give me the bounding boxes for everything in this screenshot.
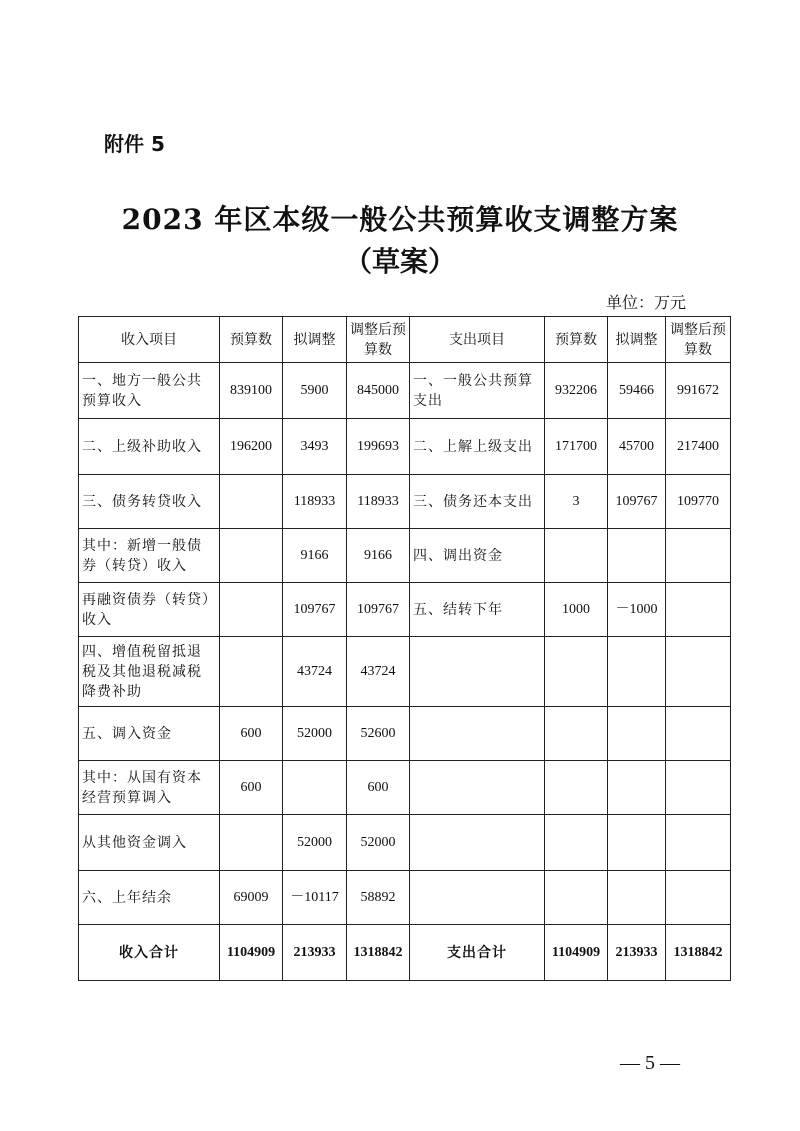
expense-adjust-cell: 59466 [608, 363, 666, 419]
column-header: 调整后预算数 [347, 317, 410, 363]
income-adjusted-cell: 52600 [347, 707, 410, 761]
income-adjusted-cell: 600 [347, 761, 410, 815]
expense-item-cell [410, 871, 545, 925]
income-adjust-cell: 213933 [283, 925, 347, 981]
income-item-cell: 其中：新增一般债券（转贷）收入 [79, 529, 220, 583]
expense-adjusted-cell [666, 707, 731, 761]
income-adjusted-cell: 43724 [347, 637, 410, 707]
expense-budget-cell [545, 761, 608, 815]
income-item-cell: 收入合计 [79, 925, 220, 981]
income-adjust-cell [283, 761, 347, 815]
income-adjusted-cell: 1318842 [347, 925, 410, 981]
column-header: 支出项目 [410, 317, 545, 363]
income-budget-cell: 196200 [220, 419, 283, 475]
expense-adjusted-cell [666, 637, 731, 707]
table-row [79, 637, 731, 707]
table-row [79, 761, 731, 815]
expense-adjusted-cell [666, 529, 731, 583]
expense-budget-cell [545, 529, 608, 583]
expense-adjust-cell [608, 529, 666, 583]
expense-item-cell: 支出合计 [410, 925, 545, 981]
expense-budget-cell: 932206 [545, 363, 608, 419]
income-adjusted-cell: 58892 [347, 871, 410, 925]
expense-item-cell [410, 707, 545, 761]
page-number: — 5 — [620, 1052, 680, 1074]
income-item-cell: 一、地方一般公共预算收入 [79, 363, 220, 419]
income-adjusted-cell: 118933 [347, 475, 410, 529]
income-adjust-cell: 109767 [283, 583, 347, 637]
expense-budget-cell [545, 871, 608, 925]
income-item-cell: 五、调入资金 [79, 707, 220, 761]
income-adjusted-cell: 845000 [347, 363, 410, 419]
expense-item-cell: 三、债务还本支出 [410, 475, 545, 529]
document-title: 2023 年区本级一般公共预算收支调整方案 [121, 203, 679, 236]
income-budget-cell [220, 475, 283, 529]
table-row [79, 707, 731, 761]
income-budget-cell: 839100 [220, 363, 283, 419]
table-row [79, 529, 731, 583]
document-subtitle: （草案） [343, 245, 456, 278]
expense-item-cell [410, 761, 545, 815]
income-budget-cell: 69009 [220, 871, 283, 925]
income-item-cell: 四、增值税留抵退税及其他退税减税降费补助 [79, 637, 220, 707]
income-adjust-cell: －10117 [283, 871, 347, 925]
income-adjust-cell: 43724 [283, 637, 347, 707]
expense-budget-cell [545, 637, 608, 707]
expense-adjust-cell [608, 761, 666, 815]
column-header: 预算数 [545, 317, 608, 363]
income-adjust-cell: 52000 [283, 707, 347, 761]
expense-adjusted-cell: 1318842 [666, 925, 731, 981]
income-adjust-cell: 3493 [283, 419, 347, 475]
income-budget-cell [220, 583, 283, 637]
expense-budget-cell [545, 815, 608, 871]
table-row [79, 363, 731, 419]
income-budget-cell [220, 815, 283, 871]
expense-adjust-cell: 109767 [608, 475, 666, 529]
expense-budget-cell: 1000 [545, 583, 608, 637]
expense-budget-cell [545, 707, 608, 761]
expense-adjust-cell: －1000 [608, 583, 666, 637]
expense-adjust-cell [608, 637, 666, 707]
expense-item-cell: 四、调出资金 [410, 529, 545, 583]
expense-adjusted-cell [666, 583, 731, 637]
table-row [79, 583, 731, 637]
expense-budget-cell: 171700 [545, 419, 608, 475]
income-adjusted-cell: 52000 [347, 815, 410, 871]
income-item-cell: 三、债务转贷收入 [79, 475, 220, 529]
column-header: 收入项目 [79, 317, 220, 363]
table-row [79, 871, 731, 925]
income-item-cell: 二、上级补助收入 [79, 419, 220, 475]
expense-budget-cell: 1104909 [545, 925, 608, 981]
income-adjusted-cell: 199693 [347, 419, 410, 475]
table-header-row [79, 317, 731, 363]
expense-item-cell: 五、结转下年 [410, 583, 545, 637]
table-row [79, 815, 731, 871]
income-adjust-cell: 5900 [283, 363, 347, 419]
table-total-row [79, 925, 731, 981]
expense-adjust-cell: 213933 [608, 925, 666, 981]
table-row [79, 419, 731, 475]
expense-adjusted-cell [666, 815, 731, 871]
income-budget-cell: 600 [220, 707, 283, 761]
column-header: 预算数 [220, 317, 283, 363]
column-header: 调整后预算数 [666, 317, 731, 363]
income-adjust-cell: 118933 [283, 475, 347, 529]
expense-adjusted-cell [666, 871, 731, 925]
budget-table [78, 316, 731, 981]
income-adjust-cell: 9166 [283, 529, 347, 583]
expense-adjusted-cell: 991672 [666, 363, 731, 419]
income-budget-cell: 1104909 [220, 925, 283, 981]
expense-adjust-cell [608, 815, 666, 871]
column-header: 拟调整 [608, 317, 666, 363]
expense-budget-cell: 3 [545, 475, 608, 529]
unit-label: 单位：万元 [606, 293, 687, 312]
expense-adjust-cell [608, 871, 666, 925]
income-adjusted-cell: 109767 [347, 583, 410, 637]
expense-item-cell [410, 637, 545, 707]
expense-adjusted-cell: 109770 [666, 475, 731, 529]
column-header: 拟调整 [283, 317, 347, 363]
expense-adjusted-cell: 217400 [666, 419, 731, 475]
income-item-cell: 再融资债券（转贷）收入 [79, 583, 220, 637]
expense-item-cell: 二、上解上级支出 [410, 419, 545, 475]
income-adjusted-cell: 9166 [347, 529, 410, 583]
income-budget-cell [220, 637, 283, 707]
income-item-cell: 六、上年结余 [79, 871, 220, 925]
expense-adjusted-cell [666, 761, 731, 815]
attachment-label: 附件 5 [104, 132, 165, 156]
expense-adjust-cell: 45700 [608, 419, 666, 475]
expense-item-cell [410, 815, 545, 871]
income-budget-cell [220, 529, 283, 583]
expense-adjust-cell [608, 707, 666, 761]
income-item-cell: 从其他资金调入 [79, 815, 220, 871]
income-budget-cell: 600 [220, 761, 283, 815]
income-item-cell: 其中：从国有资本经营预算调入 [79, 761, 220, 815]
table-row [79, 475, 731, 529]
expense-item-cell: 一、一般公共预算支出 [410, 363, 545, 419]
income-adjust-cell: 52000 [283, 815, 347, 871]
